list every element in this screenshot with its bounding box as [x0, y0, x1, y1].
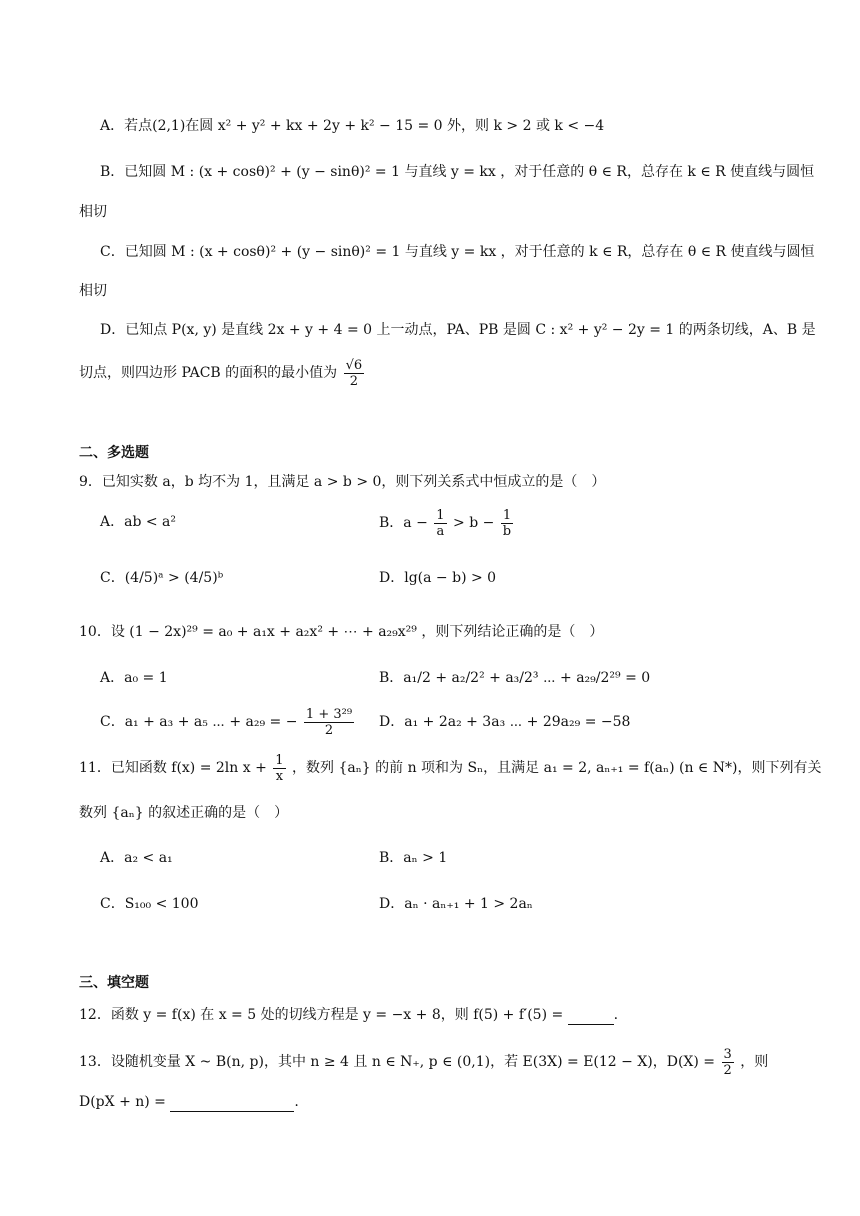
q9-option-c: C．(4/5)ᵃ > (4/5)ᵇ [100, 570, 224, 586]
section-title-fill-blank: 三、填空题 [79, 975, 149, 991]
q8-option-d-line2: 切点，则四边形 PACB 的面积的最小值为 $\frac{√6}{2}$ [79, 357, 363, 389]
q8-option-d-line1: D．已知点 P(x, y) 是直线 2x + y + 4 = 0 上一动点，PA、PB 是圆 C : x² + y² − 2y = 1 的两条切线，A、B 是 [100, 322, 816, 338]
q11-stem-line2: 数列 {aₙ} 的叙述正确的是（ ） [79, 805, 289, 821]
q10-stem: 10．设 (1 − 2x)²⁹ = a₀ + a₁x + a₂x² + ⋯ + a₂₉x²⁹ ，则下列结论正确的是（ ） [79, 624, 604, 640]
section-title-multi-choice: 二、多选题 [79, 445, 149, 461]
q10-option-d: D．a₁ + 2a₂ + 3a₃ ⋯ + 29a₂₉ = −58 [379, 714, 631, 730]
answer-blank [170, 1097, 294, 1112]
fraction-1-over-a: $\frac{1}{a}$ [436, 507, 445, 539]
fraction-1-plus-3pow29-over-2: $\frac{\text{1 + 3²⁹}}{2}$ [305, 706, 353, 738]
q12-stem: 12．函数 y = f(x) 在 x = 5 处的切线方程是 y = −x + 8，则 f(5) + f′(5) = . [79, 1007, 619, 1023]
q13-stem-line1: 13．设随机变量 X ~ B(n, p)，其中 n ≥ 4 且 n ∈ N₊, p ∈ (0,1)，若 E(3X) = E(12 − X)，D(X) = $\frac{3}{2}$ ，则 [79, 1046, 769, 1078]
q11-stem-line1: 11．已知函数 f(x) = 2ln x + $\frac{1}{x}$ ，数列 {aₙ} 的前 n 项和为 Sₙ，且满足 a₁ = 2, aₙ₊₁ = f(aₙ) (n ∈ N*)，则下列有关 [79, 752, 822, 784]
q10-option-b: B．a₁/2 + a₂/2² + a₃/2³ ⋯ + a₂₉/2²⁹ = 0 [379, 670, 651, 686]
q9-option-b: B．a − $\frac{1}{a}$ > b − $\frac{1}{b}$ [379, 507, 512, 539]
fraction-1-over-b: $\frac{1}{b}$ [502, 507, 512, 539]
q9-option-d: D．lg(a − b) > 0 [379, 570, 497, 586]
q8-option-c-line2: 相切 [79, 283, 107, 299]
q8-option-b-line2: 相切 [79, 204, 107, 220]
q9-option-a: A．ab < a² [100, 514, 177, 530]
q11-option-c: C．S₁₀₀ < 100 [100, 896, 199, 912]
fraction-3-over-2: $\frac{3}{2}$ [723, 1046, 732, 1078]
q9-stem: 9．已知实数 a，b 均不为 1，且满足 a > b > 0，则下列关系式中恒成立的是（ ） [79, 474, 606, 490]
q8-option-a: A．若点(2,1)在圆 x² + y² + kx + 2y + k² − 15 = 0 外，则 k > 2 或 k < −4 [100, 118, 605, 134]
answer-blank [568, 1010, 614, 1025]
q11-option-d: D．aₙ · aₙ₊₁ + 1 > 2aₙ [379, 896, 533, 912]
q10-option-c: C．a₁ + a₃ + a₅ ⋯ + a₂₉ = − $\frac{\text{1 + 3²⁹}}{2}$ [100, 706, 353, 738]
q8-option-c-line1: C．已知圆 M : (x + cosθ)² + (y − sinθ)² = 1 与直线 y = kx ，对于任意的 k ∈ R，总存在 θ ∈ R 使直线与圆恒 [100, 244, 815, 260]
q13-stem-line2: D(pX + n) = . [79, 1094, 299, 1110]
q11-option-b: B．aₙ > 1 [379, 850, 448, 866]
q8-option-b-line1: B．已知圆 M : (x + cosθ)² + (y − sinθ)² = 1 与直线 y = kx ，对于任意的 θ ∈ R，总存在 k ∈ R 使直线与圆恒 [100, 164, 815, 180]
q11-option-a: A．a₂ < a₁ [100, 850, 173, 866]
q10-option-a: A．a₀ = 1 [100, 670, 168, 686]
fraction-1-over-x: $\frac{1}{x}$ [275, 752, 284, 784]
fraction-sqrt6-over-2: $\frac{√6}{2}$ [345, 357, 363, 389]
